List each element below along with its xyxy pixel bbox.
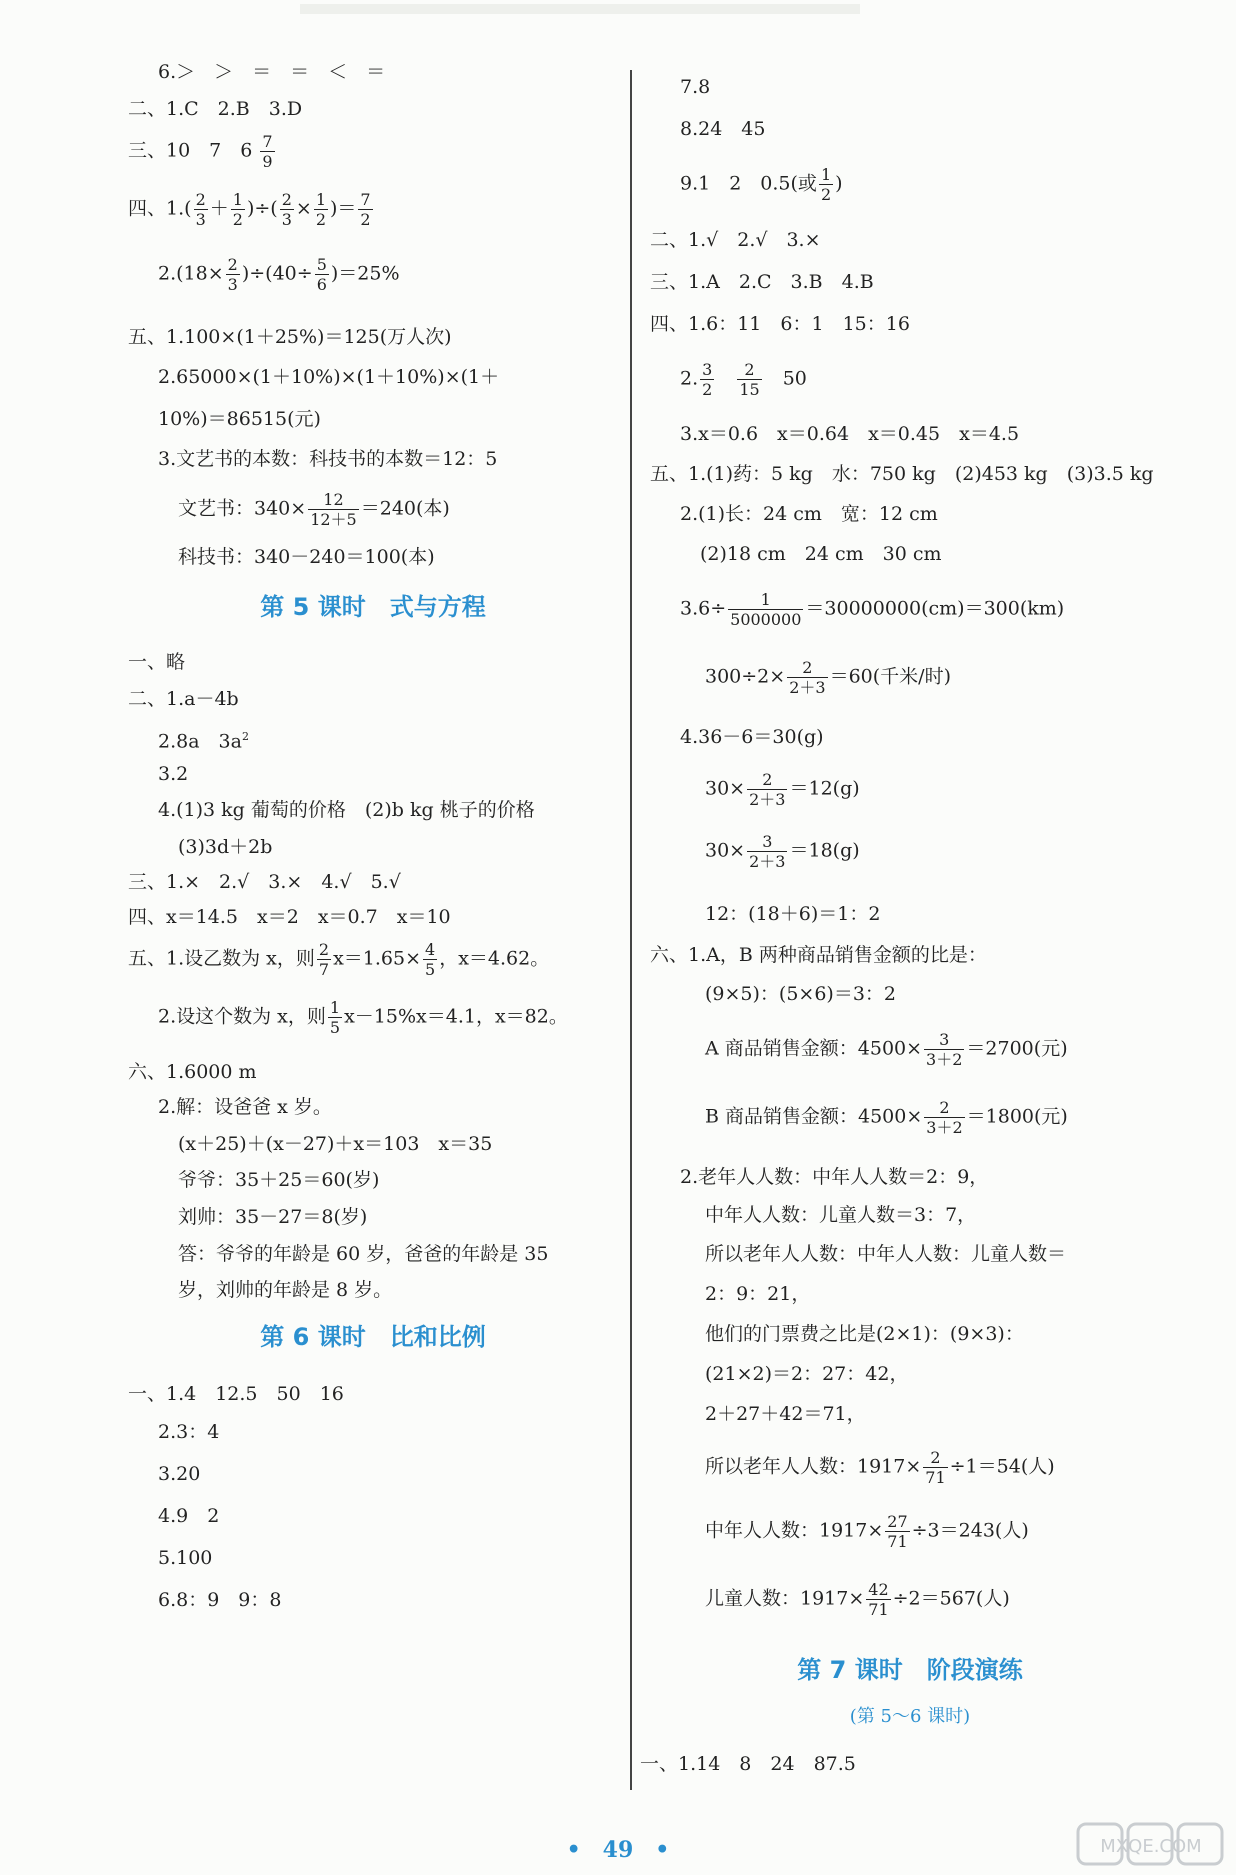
answer-line: 二、1.√ 2.√ 3.× [650,229,821,251]
answer-line: 2.设这个数为 x，则 $\frac{1}{5}$ x－15%x＝4.1，x＝82。 [158,998,568,1037]
answer-line: 二、1.a－4b [128,688,239,710]
answer-line: 2.老年人人数：中年人人数＝2：9， [680,1166,989,1188]
site-watermark-logo [1076,1820,1226,1870]
answer-line: 5.100 [158,1547,213,1569]
answer-line: 答：爷爷的年龄是 60 岁，爸爸的年龄是 35 [178,1243,549,1265]
answer-line: 3.20 [158,1463,201,1485]
answer-line: 四、1.6：11 6：1 15：16 [650,313,910,335]
scan-top-band [300,4,860,14]
answer-line: 科技书：340－240＝100(本) [178,546,435,568]
answer-line: 3.x＝0.6 x＝0.64 x＝0.45 x＝4.5 [680,423,1020,445]
section-heading: 第 7 课时 阶段演练 [797,1656,1023,1684]
answer-line: A 商品销售金额：4500× $\frac{3}{3+2}$ ＝2700(元) [705,1030,1068,1069]
answer-line: 文艺书：340× $\frac{12}{12+5}$ ＝240(本) [178,490,450,529]
answer-line: 六、1.6000 m [128,1061,257,1083]
section-heading: 第 5 课时 式与方程 [260,593,486,621]
answer-line: 五、1.(1)药：5 kg 水：750 kg (2)453 kg (3)3.5 kg [650,463,1154,485]
answer-line: 2.(1)长：24 cm 宽：12 cm [680,503,938,525]
answer-line: 3.文艺书的本数：科技书的本数＝12：5 [158,448,498,470]
svg-text:MXQE.COM: MXQE.COM [1100,1836,1202,1857]
answer-line: 岁，刘帅的年龄是 8 岁。 [178,1279,393,1301]
answer-line: 12：(18＋6)＝1：2 [705,903,881,925]
answer-line: 三、1.A 2.C 3.B 4.B [650,271,874,293]
section-subheading: (第 5～6 课时) [849,1706,971,1727]
answer-line: 六、1.A，B 两种商品销售金额的比是： [650,944,987,966]
answer-line: 2.(18× $\frac{2}{3}$ )÷(40÷ $\frac{5}{6}$ )＝25% [158,255,400,294]
answer-line: B 商品销售金额：4500× $\frac{2}{3+2}$ ＝1800(元) [705,1098,1068,1137]
answer-line: 二、1.C 2.B 3.D [128,98,303,120]
answer-line: 爷爷：35＋25＝60(岁) [178,1169,380,1191]
answer-line: 2.65000×(1＋10%)×(1＋10%)×(1＋ [158,366,500,388]
answer-line: 2.3：4 [158,1421,220,1443]
answer-line: 8.24 45 [680,118,766,140]
answer-line: 4.(1)3 kg 葡萄的价格 (2)b kg 桃子的价格 [158,799,535,821]
answer-line: 2.8a $3a^2$ [158,730,249,753]
answer-line: 9.1 2 0.5(或 $\frac{1}{2}$ ) [680,165,843,204]
answer-line: 刘帅：35－27＝8(岁) [178,1206,368,1228]
answer-line: 中年人人数：儿童人数＝3：7， [705,1204,977,1226]
answer-line: 所以老年人人数：1917× $\frac{2}{71}$ ÷1＝54(人) [705,1448,1055,1487]
answer-line: 一、略 [128,651,186,673]
answer-line: 所以老年人人数：中年人人数：儿童人数＝ [705,1243,1067,1265]
answer-line: 7.8 [680,76,711,98]
answer-line: 3.6÷ $\frac{1}{5000000}$ ＝30000000(cm)＝300(km) [680,590,1065,629]
answer-line: 一、1.4 12.5 50 16 [128,1383,344,1405]
answer-line: 儿童人数：1917× $\frac{42}{71}$ ÷2＝567(人) [705,1580,1010,1619]
answer-line: 他们的门票费之比是(2×1)：(9×3)： [705,1323,1024,1345]
answer-line: 4.9 2 [158,1505,220,1527]
answer-line: 2：9：21， [705,1283,811,1305]
answer-line: (9×5)：(5×6)＝3：2 [705,983,897,1005]
answer-line: 中年人人数：1917× $\frac{27}{71}$ ÷3＝243(人) [705,1512,1029,1551]
answer-line: 2.解：设爸爸 x 岁。 [158,1096,332,1118]
answer-line: 四、x＝14.5 x＝2 x＝0.7 x＝10 [128,906,451,928]
answer-line: 五、1.100×(1＋25%)＝125(万人次) [128,326,452,348]
page-number: • 49 • [566,1837,670,1863]
fraction: $\frac{7}{9}$ [262,132,273,171]
answer-line: 10%)＝86515(元) [158,408,321,430]
answer-line: 30× $\frac{3}{2+3}$ ＝18(g) [705,832,860,871]
answer-line: 五、1.设乙数为 x，则 $\frac{2}{7}$ x＝1.65× $\frac{4}{5}$ ，x＝4.62。 [128,940,550,979]
answer-line: 300÷2× $\frac{2}{2+3}$ ＝60(千米/时) [705,658,951,697]
answer-line: 三、10 7 6 $\frac{7}{9}$ [128,132,273,171]
answer-line: (x＋25)＋(x－27)＋x＝103 x＝35 [178,1133,493,1155]
answer-line: 2. $\frac{3}{2}$ $\frac{2}{15}$ 50 [680,360,807,399]
answer-line: 6.8：9 9：8 [158,1589,282,1611]
answer-line: 3.2 [158,763,189,785]
answer-line: 三、1.× 2.√ 3.× 4.√ 5.√ [128,871,401,893]
answer-line: 30× $\frac{2}{2+3}$ ＝12(g) [705,770,860,809]
answer-line: (2)18 cm 24 cm 30 cm [700,543,942,565]
answer-line: 一、1.14 8 24 87.5 [640,1753,856,1775]
column-divider [630,70,632,1790]
answer-line: 4.36－6＝30(g) [680,726,824,748]
answer-line: (21×2)＝2：27：42， [705,1363,909,1385]
answer-line: (3)3d＋2b [178,836,273,858]
answer-line: 四、1.( $\frac{2}{3}$ ＋ $\frac{1}{2}$ )÷( $\frac{2}{3}$ × $\frac{1}{2}$ )＝ $\frac{7}{2}$ [128,190,371,229]
section-heading: 第 6 课时 比和比例 [260,1323,486,1351]
answer-line: 6.＞ ＞ ＝ ＝ ＜ ＝ [158,61,386,83]
answer-line: 2＋27＋42＝71， [705,1403,866,1425]
